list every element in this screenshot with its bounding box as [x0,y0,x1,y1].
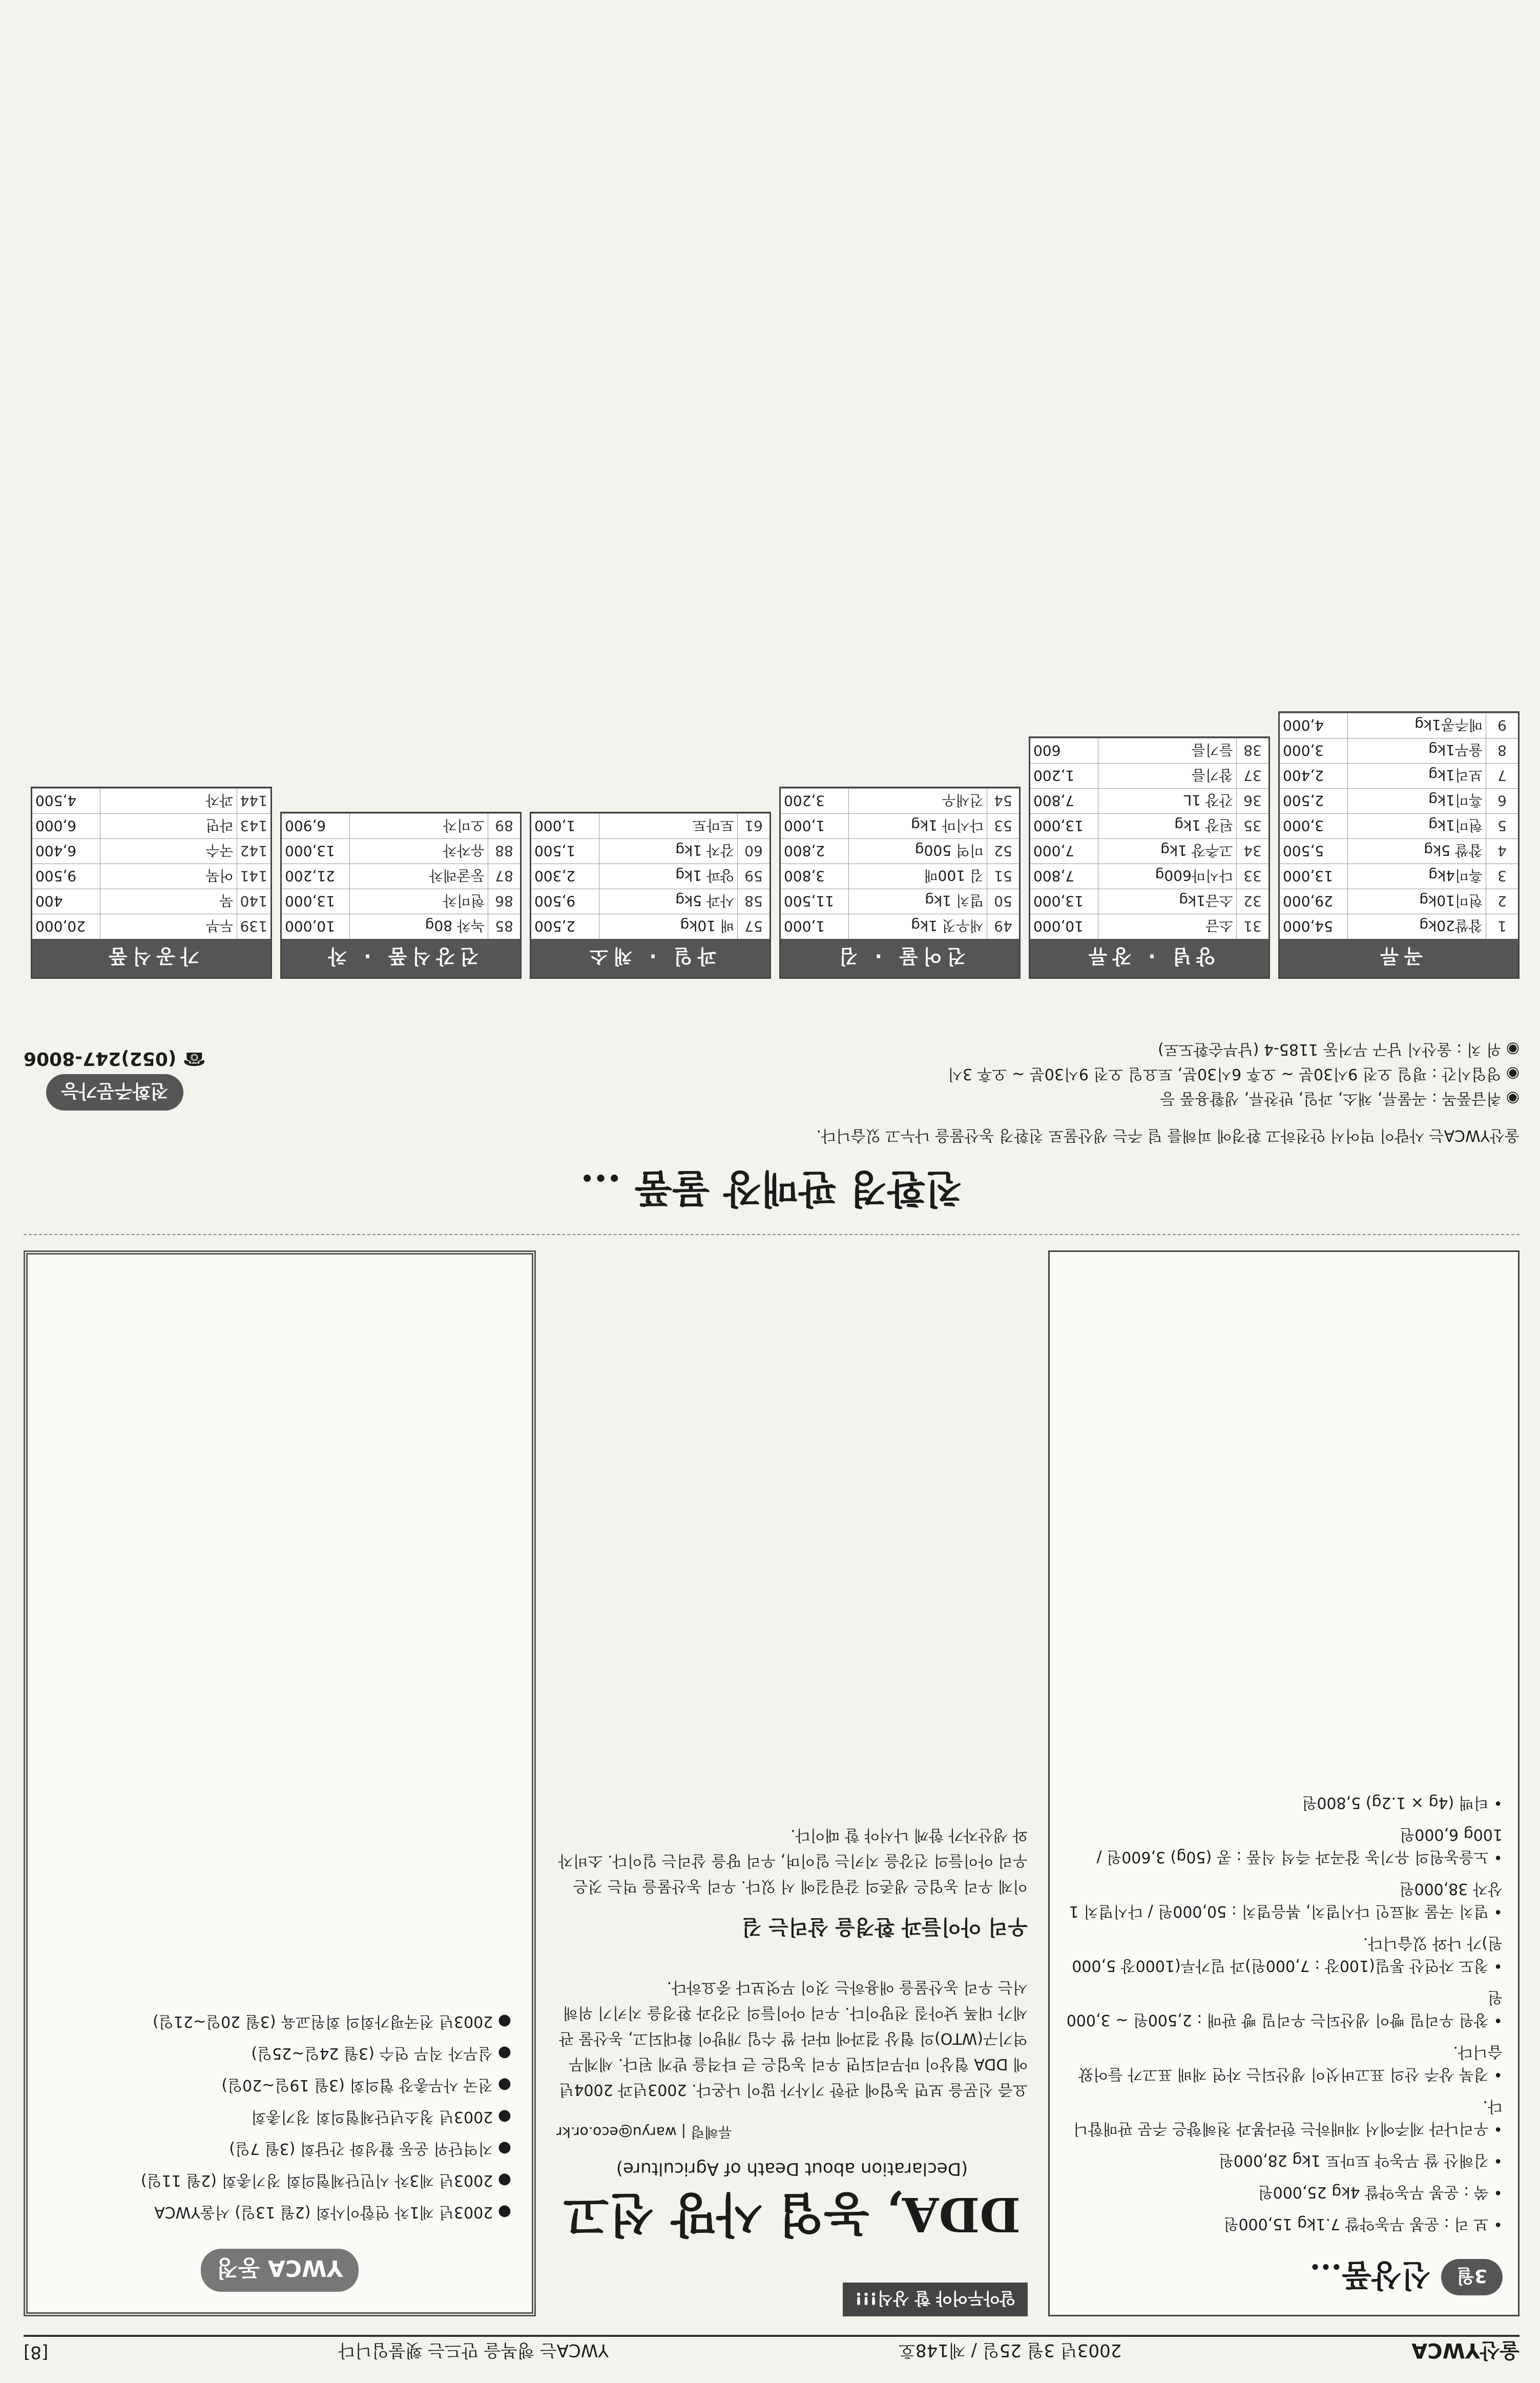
item-name: 오미자 [350,814,488,839]
item-name: 배 10kg [599,914,738,939]
item-name: 현미1kg [1348,814,1486,839]
item-price: 400 [32,889,100,914]
item-number: 144 [237,789,270,814]
table-row [781,839,1019,864]
item-number: 58 [738,889,770,914]
table-row [1280,713,1518,738]
item-name: 김 100매 [849,864,987,889]
item-number: 49 [987,914,1019,939]
item-number: 9 [1486,713,1518,738]
item-number: 139 [237,914,270,939]
item-price: 9,500 [32,864,100,889]
article-column [556,1250,1028,2316]
item-price: 3,000 [1280,814,1348,839]
month-badge: 3월 [1441,2259,1503,2296]
item-price: 1,000 [531,814,599,839]
article-byline: 류혜령 | waryu@eco.or.kr [556,2124,733,2141]
list-item: ● 2003년 전국평가회의 회원교육 (3월 20일~21일) [153,2012,511,2030]
item-number: 59 [738,864,770,889]
item-price: 1,500 [531,839,599,864]
item-price: 2,400 [1280,764,1348,789]
article-subtitle: (Declaration about Death of Agriculture) [616,2159,968,2179]
article-headline: DDA, 농업 사망 선고 [563,2187,1021,2242]
item-name: 과자 [100,789,237,814]
ywca-news-list [48,2010,511,2223]
store-info-line: ◉ 위 치 : 울산시 남구 무거동 1185-4 (남부순환도로) [1158,1040,1520,1058]
item-number: 32 [1237,889,1269,914]
table-row [282,864,520,889]
item-name: 찹쌀 5kg [1348,839,1486,864]
table-row [1280,738,1518,764]
item-name: 찹쌀20kg [1348,914,1486,939]
item-price: 4,000 [1280,713,1348,738]
table-row [282,914,520,939]
table-row [1280,864,1518,889]
table-row [1030,789,1268,814]
article-body: 요즘 신문을 보면 농업에 관한 기사가 많이 나온다. 2003년과 2004년에 DDA 협상이 마무리되면 우리 농업은 큰 타격을 받게 된다. 세계무역기구(WTO)의 협상 결과에 따라 쌀 수입 개방이 확대되고, 농산물 관세가 대폭 낮아질 전망이다. 우리 아이들의 건강과 환경을 지키기 위해서는 우리 농산물을 애용하는 것이 무엇보다 중요하다. [559,1978,1028,2099]
list-item: ● 2003년 청소년단체협의회 정기총회 [251,2108,511,2126]
table-row [32,914,270,939]
item-number: 37 [1237,764,1269,789]
item-name: 국수 [100,839,237,864]
item-price: 3,800 [781,864,849,889]
store-intro: 울산YWCA는 사람이 먹어서 안전하고 환경에 피해를 덜 주는 생산물로 친환경 농산물을 나누고 있습니다. [816,1126,1520,1144]
table-row [32,814,270,839]
item-price: 9,500 [531,889,599,914]
new-products-box [1048,1250,1520,2316]
item-price: 1,000 [781,914,849,939]
item-name: 건새우 [849,789,987,814]
table-row [1280,839,1518,864]
table-row [32,789,270,814]
table-row [781,864,1019,889]
item-number: 8 [1486,738,1518,764]
item-price: 600 [1030,738,1098,764]
item-name: 고추장 1kg [1098,839,1237,864]
table-row [282,839,520,864]
table-row [282,814,520,839]
item-number: 7 [1486,764,1518,789]
item-price: 29,000 [1280,889,1348,914]
item-name: 다시마600g [1098,864,1237,889]
item-price: 7,000 [1030,839,1098,864]
item-name: 메주콩1kg [1348,713,1486,738]
item-price: 6,900 [282,814,350,839]
item-name: 흑미1kg [1348,789,1486,814]
list-item: • 멸치 국물 재료인 다시멸치, 볶음멸치 : 50,000원 / 다시멸치 1상자 38,000원 [1069,1880,1503,1920]
list-item: • 쑥 : 운봉 무농약쌀 4kg 25,000원 [1258,2183,1503,2201]
item-name: 감자 1kg [599,839,738,864]
store-info-line: ◉ 영업시간 : 평일 오전 9시30분 ~ 오후 6시30분, 토요일 오전 9시30분 ~ 오후 3시 [948,1065,1520,1083]
table-row [531,864,769,889]
item-number: 143 [237,814,270,839]
item-name: 보리1kg [1348,764,1486,789]
item-price: 2,500 [1280,789,1348,814]
item-number: 38 [1237,738,1269,764]
item-number: 54 [987,789,1019,814]
item-price: 2,500 [531,914,599,939]
item-price: 10,000 [1030,914,1098,939]
item-number: 87 [488,864,521,889]
item-number: 141 [237,864,270,889]
table-row [531,814,769,839]
item-name: 간장 1L [1098,789,1237,814]
item-number: 5 [1486,814,1518,839]
item-number: 51 [987,864,1019,889]
item-price: 6,400 [32,839,100,864]
item-name: 소금 [1098,914,1237,939]
item-price: 3,000 [1280,738,1348,764]
item-name: 미역 500g [849,839,987,864]
item-price: 13,000 [1030,814,1098,839]
item-name: 된장 1kg [1098,814,1237,839]
item-name: 흑미4kg [1348,864,1486,889]
list-item: • 청도 자연산 통밀(100장 : 7,000원)과 밀가루(1000장 5,000원)가 나와 있습니다. [1072,1934,1503,1975]
article-subbody: 이제 우리 농업은 생존의 갈림길에 서 있다. 우리 농산물을 먹는 것은 우리 아이들의 건강을 지키는 일이며, 우리 땅을 살리는 일이다. 소비자와 생산자가 함께 나서야 할 때이다. [558,1826,1028,1895]
product-table-sauces [1029,736,1270,979]
item-price: 3,200 [781,789,849,814]
list-item: ● 전국 사무총장 협의회 (3월 19일~20일) [221,2076,511,2094]
item-number: 6 [1486,789,1518,814]
item-price: 13,000 [1030,889,1098,914]
item-name: 두부 [100,914,237,939]
item-number: 2 [1486,889,1518,914]
table-row [1280,764,1518,789]
list-item: ● 2003년 제3차 시민단체협의회 정기총회 (2월 11일) [140,2171,511,2189]
item-name: 현미10kg [1348,889,1486,914]
store-title: 친환경 판매장 물품 ... [580,1166,963,1211]
item-price: 13,000 [282,889,350,914]
list-item: ● 실무자 직무 연수 (3월 24일~25일) [251,2044,511,2062]
item-price: 4,500 [32,789,100,814]
item-number: 85 [488,914,521,939]
item-price: 13,000 [282,839,350,864]
table-row [781,789,1019,814]
item-price: 1,200 [1030,764,1098,789]
item-price: 2,300 [531,864,599,889]
table-row [1030,764,1268,789]
item-number: 52 [987,839,1019,864]
phone-number: ☎ (052)247-8006 [24,1048,206,1069]
tip-tag: 알아두어야 할 상식!!! [843,2283,1028,2316]
list-item: • 보 리 : 운봉 무농약쌀 7.1kg 15,000원 [1223,2215,1503,2233]
table-row [531,914,769,939]
table-title: 양념 · 장류 [1030,939,1268,977]
list-item: ● 2003년 제1차 연합이사회 (2월 13일) 서울YWCA [154,2203,511,2221]
item-price: 54,000 [1280,914,1348,939]
table-title: 건강식품 · 차 [282,939,520,977]
item-number: 36 [1237,789,1269,814]
item-number: 88 [488,839,521,864]
item-number: 1 [1486,914,1518,939]
item-number: 89 [488,814,521,839]
list-item: • 경북 상주 산의 표고버섯이 생산되는 자연 재배 표고가 들어왔습니다. [1078,2043,1503,2083]
table-title: 건어물 · 김 [781,939,1019,977]
item-name: 참기름 [1098,764,1237,789]
item-price: 6,000 [32,814,100,839]
table-row [781,889,1019,914]
item-price: 2,800 [781,839,849,864]
publication-name: 울산YWCA [1411,2338,1520,2363]
item-price: 13,000 [1280,864,1348,889]
item-price: 7,800 [1030,789,1098,814]
list-item: • 창원 우리밀 빵이 생산되는 우리밀 빵 판매 : 2,500원 ~ 3,000원 [1066,1988,1503,2029]
list-item: • 노을농원의 유기농 잡곡과 즉석 식품 : 콩 (50g) 3,600원 / 100g 6,000원 [1096,1825,1503,1866]
item-name: 양파 1kg [599,864,738,889]
ywca-news-title: YWCA 동정 [201,2249,358,2292]
table-row [1030,864,1268,889]
item-name: 어묵 [100,864,237,889]
item-number: 4 [1486,839,1518,864]
item-number: 31 [1237,914,1269,939]
new-products-title: 신상품... [1309,2257,1431,2293]
item-name: 율무1kg [1348,738,1486,764]
table-title: 과일 · 채소 [531,939,769,977]
item-number: 34 [1237,839,1269,864]
product-table-processed [31,787,272,979]
item-price: 10,000 [282,914,350,939]
item-number: 35 [1237,814,1269,839]
table-row [32,864,270,889]
item-price: 20,000 [32,914,100,939]
list-item: • 우리나라 제주에서 재배하는 한라봉과 천혜향은 주문 판매합니다. [1073,2097,1503,2138]
item-name: 현미차 [350,889,488,914]
item-number: 3 [1486,864,1518,889]
table-row [1030,738,1268,764]
item-price: 5,500 [1280,839,1348,864]
item-number: 53 [987,814,1019,839]
table-title: 가공식품 [32,939,270,977]
table-row [1030,889,1268,914]
item-name: 새우젓 1kg [849,914,987,939]
item-number: 50 [987,889,1019,914]
product-table-fruit-veg [530,812,771,979]
item-name: 라면 [100,814,237,839]
product-table-health [280,812,522,979]
article-subheadline: 우리 아이들과 환경을 살리는 길 [741,1915,1028,1939]
item-name: 둥굴레차 [350,864,488,889]
list-item: • 김해산 쌀 무농약 토마토 1kg 28,000원 [1218,2151,1503,2169]
item-number: 33 [1237,864,1269,889]
slogan: YWCA는 행복을 만드는 횃불입니다 [338,2340,609,2361]
page-number: [8] [24,2342,49,2363]
table-row [1030,914,1268,939]
table-row [1280,814,1518,839]
item-number: 140 [237,889,270,914]
page-header [24,2335,1520,2368]
item-name: 멸치 1kg [849,889,987,914]
item-price: 1,000 [781,814,849,839]
item-number: 57 [738,914,770,939]
item-number: 60 [738,839,770,864]
item-name: 다시마 1kg [849,814,987,839]
issue-date: 2003년 3월 25일 / 제148호 [899,2340,1122,2361]
product-table-grains [1278,711,1520,979]
section-divider [24,1234,1520,1235]
item-price: 21,200 [282,864,350,889]
table-row [1280,789,1518,814]
item-name: 사과 5kg [599,889,738,914]
item-number: 61 [738,814,770,839]
list-item: ● 지역단위 운동 활성화 간담회 (3월 7일) [229,2140,511,2158]
item-price: 11,500 [781,889,849,914]
new-products-list [1065,1791,1503,2235]
table-row [1030,839,1268,864]
phone-order-badge: 전화주문가능 [46,1074,184,1111]
item-name: 들기름 [1098,738,1237,764]
table-row [32,889,270,914]
ywca-news-box [24,1250,536,2316]
table-row [531,839,769,864]
item-name: 소금1kg [1098,889,1237,914]
table-title: 곡류 [1280,939,1518,977]
item-name: 묵 [100,889,237,914]
store-section [24,994,1520,1220]
table-row [32,839,270,864]
product-table-dried-fish [779,787,1021,979]
item-number: 86 [488,889,521,914]
table-row [1030,814,1268,839]
item-name: 유자차 [350,839,488,864]
table-row [282,889,520,914]
item-number: 142 [237,839,270,864]
table-row [781,814,1019,839]
table-row [1280,914,1518,939]
item-price: 7,800 [1030,864,1098,889]
item-name: 토마토 [599,814,738,839]
table-row [1280,889,1518,914]
store-info-line: ◉ 취급품목 : 곡물류, 채소, 과일, 반찬류, 생활용품 등 [1160,1090,1520,1107]
list-item: • 티백 (4g × 1.2g) 5,800원 [1302,1794,1503,1812]
item-name: 녹차 80g [350,914,488,939]
table-row [531,889,769,914]
table-row [781,914,1019,939]
